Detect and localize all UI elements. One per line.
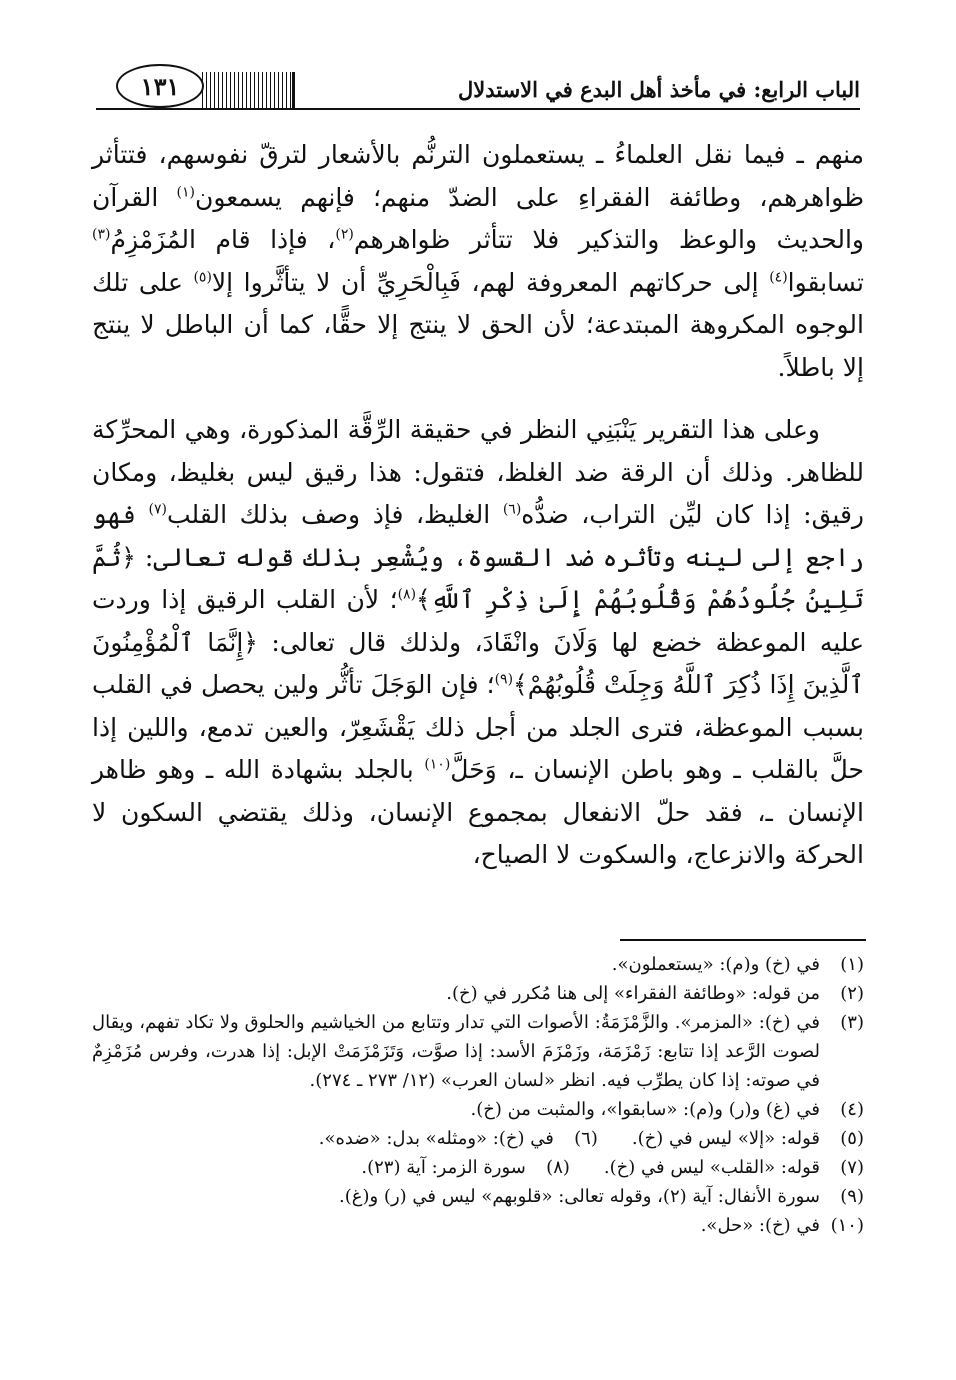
footnote-separator xyxy=(620,939,866,941)
footnotes xyxy=(92,950,864,1240)
text-run: منهم ـ فيما نقل العلماءُ ـ يستعملون الترنُّم بالأشعار لترقّ نفوسهم، فتتأثر xyxy=(92,140,864,169)
footnote-number: (١٠) xyxy=(830,1215,864,1236)
footnote-8 xyxy=(361,1153,570,1182)
text-run: بالجلد بشهادة الله ـ وهو ظاهر الإنسان ـ، فقد حلّ الانفعال بمجموع الإنسان، وذلك يقتضي السكون لا الحركة والانزعاج، والسكوت لا الصياح، xyxy=(92,755,864,869)
footnote-number: (٥) xyxy=(840,1128,864,1149)
footnote-1 xyxy=(92,950,864,979)
footnote-2 xyxy=(92,979,864,1008)
footnote-number: (٧) xyxy=(840,1157,864,1178)
footnote-text: سورة الزمر: آية (٢٣). xyxy=(361,1157,526,1178)
footnote-ref-3: (٣) xyxy=(92,226,111,243)
text-run: ظواهرهم، وطائفة الفقراءِ على الضدّ منهم؛ فإنهم يسمعون xyxy=(194,182,864,212)
main-text xyxy=(92,134,864,877)
footnote-text: في (خ): «حل». xyxy=(700,1215,820,1236)
footnote-ref-8: (٨) xyxy=(397,586,417,603)
text-run: ؛ فإن الوَجَلَ تأثُّر ولين يحصل في القلب بسبب الموعظة، فترى الجلد من أجل ذلك يَقْشَعِرّ، والعين تدمع، واللين إذا حلَّ بالقلب ـ وهو باطن الإنسان ـ، وَحَلَّ xyxy=(92,670,864,784)
footnote-text: في (خ): «المزمر». والزَّمْزَمَةُ: الأصوات التي تدار وتتابع من الخياشيم والحلوق ولا تكاد تفهم، ويقال لصوت الرَّعد إذا تتابع: زَمْزَمَة، وزَمْزَمَ الأسد: إذا صوَّت، وَتَزَمْزَمَتْ الإبل: إذا هدرت، وفرس مُزَمْزِمٌ في صوته: إذا كان يطرِّب فيه. انظر «لسان العرب» (١٢/ ٢٧٣ ـ ٢٧٤). xyxy=(92,1012,820,1091)
footnote-row-7-8 xyxy=(92,1153,864,1182)
page-header xyxy=(96,54,860,110)
footnote-text: من قوله: «وطائفة الفقراء» إلى هنا مُكرر في (خ). xyxy=(446,983,820,1004)
footnote-number: (٣) xyxy=(840,1012,864,1033)
footnote-3 xyxy=(92,1008,864,1095)
footnote-9 xyxy=(92,1182,864,1211)
footnote-ref-6: (٦) xyxy=(502,501,522,518)
text-run: والحديث والوعظ والتذكير فلا تتأثر ظواهرهم xyxy=(353,225,864,254)
footnote-text: في (خ): «ومثله» بدل: «ضده». xyxy=(318,1128,554,1149)
text-run: ، فإذا قام المُزَمْزِمُ xyxy=(110,225,336,254)
footnote-ref-9: (٩) xyxy=(494,671,514,688)
footnote-4 xyxy=(92,1095,864,1124)
footnote-number: (٦) xyxy=(574,1128,598,1149)
header-rule xyxy=(96,108,860,110)
text-run: الغليظ، فإذ وصف بذلك القلب xyxy=(167,500,503,529)
footnote-text: في (غ) و(ر) و(م): «سابقوا»، والمثبت من (خ). xyxy=(470,1099,820,1120)
footnote-6 xyxy=(319,1124,598,1153)
footnote-ref-7: (٧) xyxy=(148,501,167,518)
footnote-10 xyxy=(92,1211,864,1240)
text-run: على تلك الوجوه المكروهة المبتدعة؛ لأن الحق لا ينتج إلا حقًّا، كما أن الباطل لا ينتج إلا باطلاً. xyxy=(92,267,864,382)
page-number xyxy=(116,64,204,108)
paragraph-1 xyxy=(92,134,864,389)
paragraph-2 xyxy=(92,409,864,877)
footnote-5 xyxy=(632,1124,864,1153)
footnote-number: (١) xyxy=(840,954,864,975)
footnote-text: قوله: «القلب» ليس في (خ). xyxy=(603,1157,820,1178)
footnote-number: (٨) xyxy=(546,1157,570,1178)
footnote-row-5-6 xyxy=(92,1124,864,1153)
text-run: فهو راجع إلى لينه وتأثره ضد القسوة، ويُشْعِر بذلك قوله تعالى: ﴿ثُمَّ تَلِينُ جُلُودُهُمْ وَقُلُوبُهُمْ إِلَىٰ ذِكْرِ ٱللَّهِ﴾ xyxy=(92,500,865,614)
footnote-number: (٤) xyxy=(840,1099,864,1120)
footnote-text: سورة الأنفال: آية (٢)، وقوله تعالى: «قلوبهم» ليس في (ر) و(غ). xyxy=(339,1186,820,1207)
footnote-number: (٢) xyxy=(840,983,864,1004)
footnote-7 xyxy=(604,1153,864,1182)
footnote-ref-4: (٤) xyxy=(769,269,788,286)
text-run: القرآن xyxy=(92,182,177,212)
footnote-text: في (خ) و(م): «يستعملون». xyxy=(611,954,820,975)
page-number-text: ١٣١ xyxy=(140,71,180,101)
running-head: الباب الرابع: في مأخذ أهل البدع في الاستدلال xyxy=(457,77,860,102)
footnote-ref-10: (١٠) xyxy=(424,756,451,773)
footnote-ref-2: (٢) xyxy=(335,226,354,243)
header-ornament-cap xyxy=(292,72,295,108)
footnote-ref-1: (١) xyxy=(176,184,195,201)
text-run: تسابقوا xyxy=(787,267,864,297)
text-run: وعلى هذا التقرير يَنْبَنِي النظر في حقيقة الرِّقَّة المذكورة، وهي المحرِّكة للظاهر. وذلك أن الرقة ضد الغلظ، فتقول: هذا رقيق ليس بغليظ، ومكان رقيق: إذا كان ليِّن التراب، ضدُّه xyxy=(92,415,864,529)
footnote-ref-5: (٥) xyxy=(193,269,212,286)
header-ornament xyxy=(202,72,292,108)
text-run: ؛ لأن القلب الرقيق إذا وردت عليه الموعظة خضع لها وَلَانَ وانْقَادَ، ولذلك قال تعالى: ﴿إِنَّمَا ٱلْمُؤْمِنُونَ ٱلَّذِينَ إِذَا ذُكِرَ ٱللَّهُ وَجِلَتْ قُلُوبُهُمْ﴾ xyxy=(92,585,864,699)
text-run: إلى حركاتهم المعروفة لهم، فَبِالْحَرِيِّ أن لا يتأثَّروا إلا xyxy=(211,267,770,297)
footnote-text: قوله: «إلا» ليس في (خ). xyxy=(631,1128,820,1149)
footnote-number: (٩) xyxy=(840,1186,864,1207)
